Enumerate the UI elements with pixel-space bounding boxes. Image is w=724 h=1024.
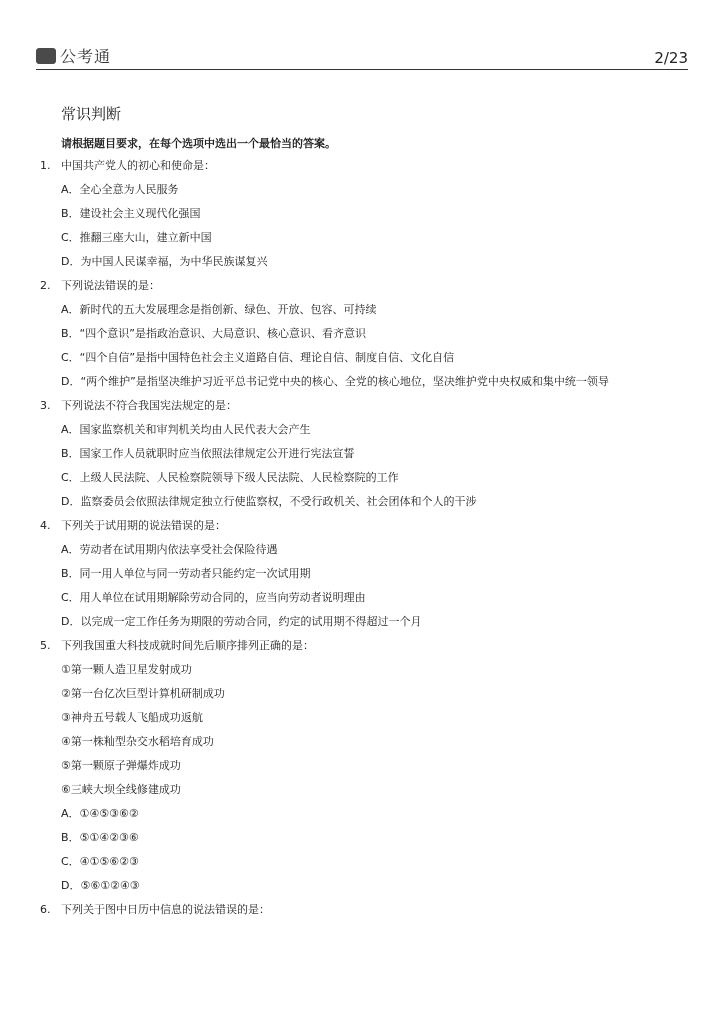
question-item xyxy=(40,274,690,394)
answer-option: C．推翻三座大山，建立新中国 xyxy=(61,231,212,244)
answer-option: D．监察委员会依照法律规定独立行使监察权，不受行政机关、社会团体和个人的干涉 xyxy=(61,495,477,508)
logo-badge-icon xyxy=(36,48,56,64)
answer-option: ②第一台亿次巨型计算机研制成功 xyxy=(61,687,225,700)
answer-option: C．“四个自信”是指中国特色社会主义道路自信、理论自信、制度自信、文化自信 xyxy=(61,351,455,364)
section-instruction: 请根据题目要求，在每个选项中选出一个最恰当的答案。 xyxy=(61,137,336,150)
question-stem xyxy=(40,154,690,178)
question-text: 下列说法错误的是： xyxy=(61,279,160,292)
question-number: 5. xyxy=(40,639,51,652)
answer-option: ③神舟五号载人飞船成功返航 xyxy=(61,711,203,724)
document-body xyxy=(40,100,690,922)
question-number: 6. xyxy=(40,903,51,916)
question-list xyxy=(40,154,690,922)
question-text: 下列关于图中日历中信息的说法错误的是： xyxy=(61,903,270,916)
logo-text: 公考通 xyxy=(60,47,112,66)
question-stem xyxy=(40,274,690,298)
question-text: 下列说法不符合我国宪法规定的是： xyxy=(61,399,237,412)
answer-option: D．以完成一定工作任务为期限的劳动合同，约定的试用期不得超过一个月 xyxy=(61,615,422,628)
question-number: 4. xyxy=(40,519,51,532)
answer-option: B．⑤①④②③⑥ xyxy=(61,831,139,844)
page-header xyxy=(36,38,688,70)
answer-option: D．“两个维护”是指坚决维护习近平总书记党中央的核心、全党的核心地位，坚决维护党中央权威和集中统一领导 xyxy=(61,375,609,388)
answer-option: B．建设社会主义现代化强国 xyxy=(61,207,201,220)
answer-option: C．④①⑤⑥②③ xyxy=(61,855,139,868)
question-item xyxy=(40,898,690,922)
question-stem xyxy=(40,394,690,418)
answer-option: B．“四个意识”是指政治意识、大局意识、核心意识、看齐意识 xyxy=(61,327,366,340)
answer-option: A．①④⑤③⑥② xyxy=(61,807,139,820)
answer-option: A．新时代的五大发展理念是指创新、绿色、开放、包容、可持续 xyxy=(61,303,377,316)
page-number: 2/23 xyxy=(654,49,688,67)
answer-option: ④第一株籼型杂交水稻培育成功 xyxy=(61,735,214,748)
answer-option: ⑤第一颗原子弹爆炸成功 xyxy=(61,759,181,772)
question-stem xyxy=(40,514,690,538)
question-stem xyxy=(40,634,690,658)
question-item xyxy=(40,154,690,274)
question-item xyxy=(40,634,690,898)
question-item xyxy=(40,394,690,514)
answer-option: ①第一颗人造卫星发射成功 xyxy=(61,663,192,676)
question-text: 中国共产党人的初心和使命是： xyxy=(61,159,215,172)
answer-option: A．国家监察机关和审判机关均由人民代表大会产生 xyxy=(61,423,311,436)
question-text: 下列关于试用期的说法错误的是： xyxy=(61,519,226,532)
answer-option: B．同一用人单位与同一劳动者只能约定一次试用期 xyxy=(61,567,311,580)
question-item xyxy=(40,514,690,634)
section-title: 常识判断 xyxy=(61,105,122,123)
question-number: 1. xyxy=(40,159,51,172)
answer-option: A．全心全意为人民服务 xyxy=(61,183,179,196)
brand-logo xyxy=(36,44,111,67)
answer-option: D．为中国人民谋幸福，为中华民族谋复兴 xyxy=(61,255,268,268)
question-number: 2. xyxy=(40,279,51,292)
answer-option: C．用人单位在试用期解除劳动合同的，应当向劳动者说明理由 xyxy=(61,591,366,604)
answer-option: D．⑤⑥①②④③ xyxy=(61,879,140,892)
question-number: 3. xyxy=(40,399,51,412)
question-stem xyxy=(40,898,690,922)
answer-option: A．劳动者在试用期内依法享受社会保险待遇 xyxy=(61,543,278,556)
answer-option: ⑥三峡大坝全线修建成功 xyxy=(61,783,181,796)
answer-option: B．国家工作人员就职时应当依照法律规定公开进行宪法宣誓 xyxy=(61,447,355,460)
question-text: 下列我国重大科技成就时间先后顺序排列正确的是： xyxy=(61,639,314,652)
answer-option: C．上级人民法院、人民检察院领导下级人民法院、人民检察院的工作 xyxy=(61,471,399,484)
